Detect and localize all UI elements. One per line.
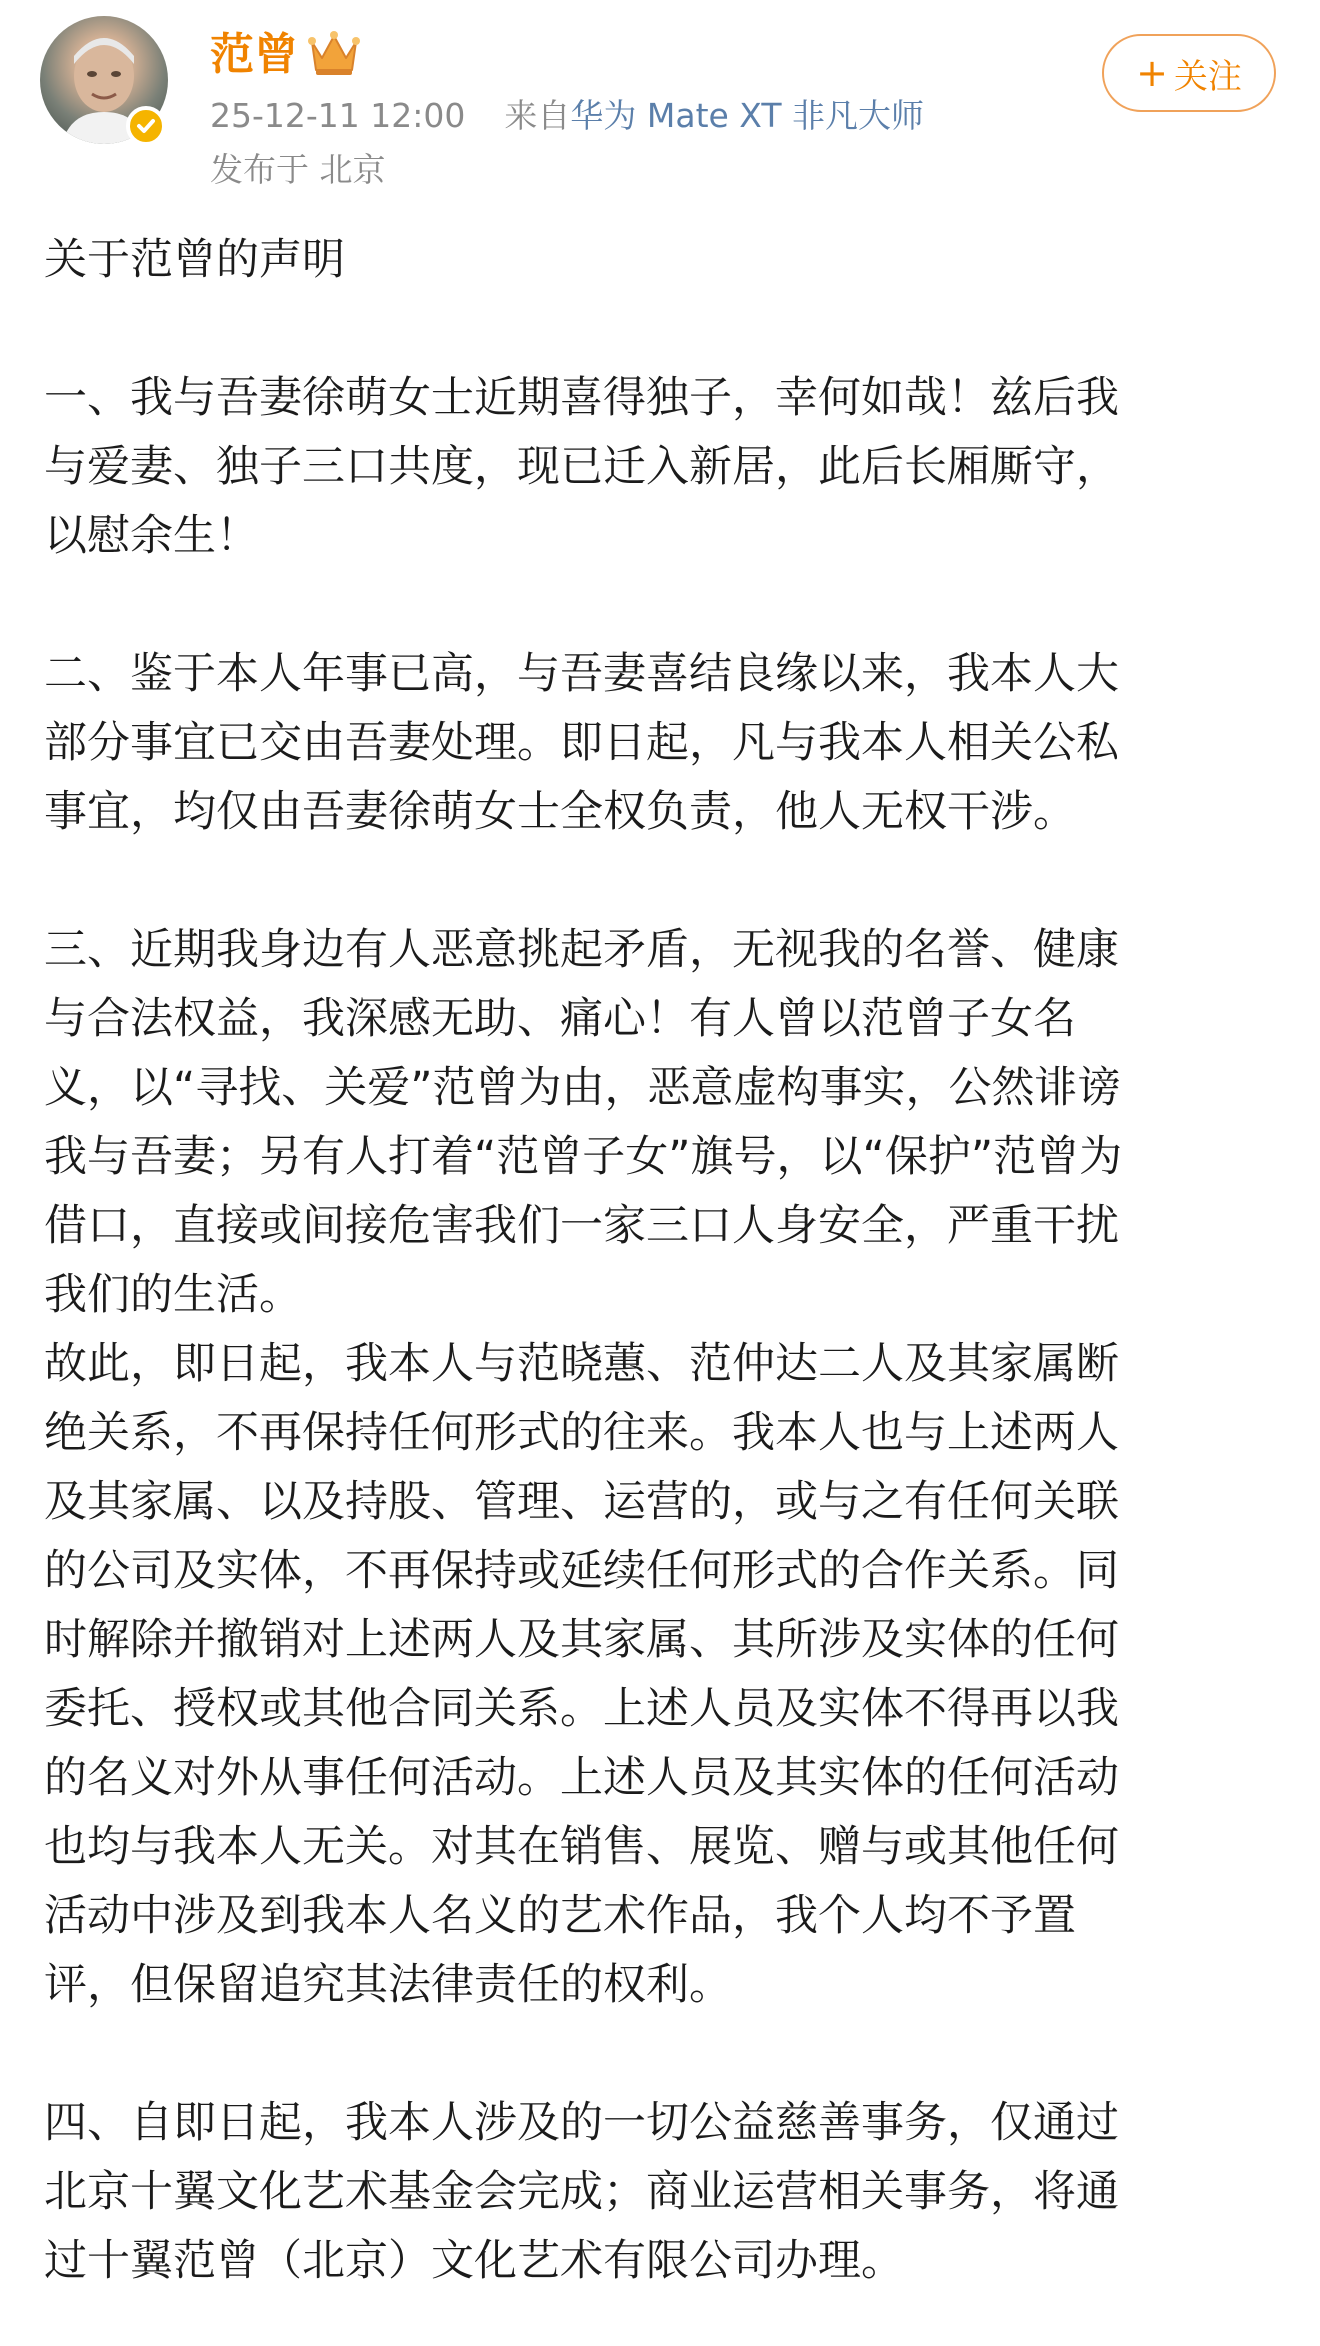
plus-icon: + <box>1136 51 1168 95</box>
post-timestamp: 25-12-11 12:00 <box>210 96 466 135</box>
paragraph-4: 四、自即日起，我本人涉及的一切公益慈善事务，仅通过 北京十翼文化艺术基金会完成；商业运营相关事务，将通 过十翼范曾（北京）文化艺术有限公司办理。 <box>44 2098 1119 2286</box>
paragraph-gap <box>44 571 1284 640</box>
post-meta <box>210 94 924 138</box>
follow-button[interactable] <box>1102 34 1276 112</box>
paragraph-gap <box>44 847 1284 916</box>
author-name[interactable]: 范曾 <box>210 29 298 80</box>
post-body <box>44 226 1284 2296</box>
crown-icon <box>306 28 362 78</box>
source-prefix: 来自 <box>504 96 571 135</box>
paragraph-gap <box>44 295 1284 364</box>
post-title: 关于范曾的声明 <box>44 235 345 285</box>
post-header <box>0 0 1320 205</box>
paragraph-gap <box>44 2020 1284 2089</box>
paragraph-1: 一、我与吾妻徐萌女士近期喜得独子，幸何如哉！兹后我 与爱妻、独子三口共度，现已迁入新居，此后长厢厮守， 以慰余生！ <box>44 373 1119 561</box>
verified-badge-icon <box>126 106 166 146</box>
follow-label: 关注 <box>1173 56 1242 97</box>
source-device[interactable]: 华为 Mate XT 非凡大师 <box>570 96 924 135</box>
paragraph-3: 三、近期我身边有人恶意挑起矛盾，无视我的名誉、健康 与合法权益，我深感无助、痛心！有人曾以范曾子女名 义，以“寻找、关爱”范曾为由，恶意虚构事实，公然诽谤 我与吾妻；另有人打着“范曾子女”旗号，以“保护”范曾为 借口，直接或间接危害我们一家三口人身安全，严重干扰 我们的生活。 故此，即日起，我本人与范晓蕙、范仲达二人及其家属断 绝关系，不再保持任何形式的往来。我本人也与上述两人 及其家属、以及持股、管理、运营的，或与之有任何关联 的公司及实体，不再保持或延续任何形式的合作关系。同 时解除并撤销对上述两人及其家属、其所涉及实体的任何 委托、授权或其他合同关系。上述人员及实体不得再以我 的名义对外从事任何活动。上述人员及其实体的任何活动 也均与我本人无关。对其在销售、展览、赠与或其他任何 活动中涉及到我本人名义的艺术作品，我个人均不予置 评，但保留追究其法律责任的权利。 <box>44 925 1123 2010</box>
post-location: 发布于 北京 <box>210 150 386 189</box>
paragraph-2: 二、鉴于本人年事已高，与吾妻喜结良缘以来，我本人大 部分事宜已交由吾妻处理。即日起，凡与我本人相关公私 事宜，均仅由吾妻徐萌女士全权负责，他人无权干涉。 <box>44 649 1119 837</box>
